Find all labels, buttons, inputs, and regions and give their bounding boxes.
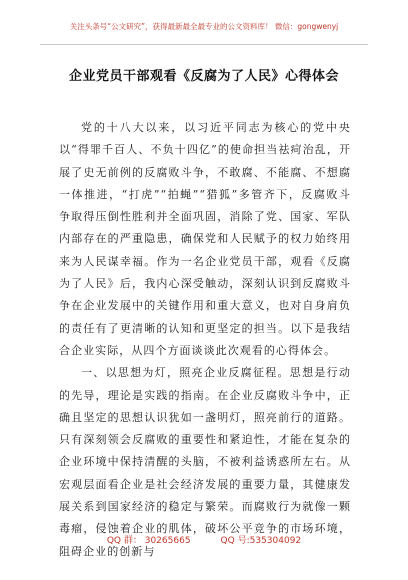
footer-qq-group: QQ 群： 30265665 [106,536,191,546]
footer-qq-number: QQ 号:535304092 [220,536,302,546]
header-divider [40,44,368,45]
paragraph-section-one: 一、以思想为灯，照亮企业反腐征程。思想是行动的先导，理论是实践的指南。在企业反腐败斗争中，正确且坚定的思想认识犹如一盏明灯，照亮前行的道路。只有深刻领会反腐败的重要性和紧迫性，才能在复杂的企业环境中保持清醒的头脑，不被利益诱惑所左右。从宏观层面看企业是社会经济发展的重要力量，其健康发展关系到国家经济的稳定与繁荣。而腐败行为就像一颗毒瘤，侵蚀着企业的肌体，破坏公平竞争的市场环境，阻碍企业的创新与 [59,366,351,558]
header-promo-note: 关注头条号“公文研究”，获得最新最全最专业的公文资料库！ 微信：gongwenyj [69,22,339,31]
footer-contact [0,533,408,546]
paragraph-intro: 党的十八大以来，以习近平同志为核心的党中央以“得罪千百人、不负十四亿”的使命担当祛疴治乱，开展了史无前例的反腐败斗争，不敢腐、不能腐、不想腐一体推进，“打虎”“拍蝇”“猎狐”多管齐下，反腐败斗争取得压倒性胜利并全面巩固，消除了党、国家、军队内部存在的严重隐患，确保党和人民赋予的权力始终用来为人民谋幸福。作为一名企业党员干部，观看《反腐为了人民》后，我内心深受触动，深刻认识到反腐败斗争在企业发展中的关键作用和重大意义，也对自身肩负的责任有了更清晰的认知和更坚定的担当。以下是我结合企业实际，从四个方面谈谈此次观看的心得体会。 [59,121,351,357]
document-body [59,117,351,563]
document-title: 企业党员干部观看《反腐为了人民》心得体会 [68,69,339,84]
